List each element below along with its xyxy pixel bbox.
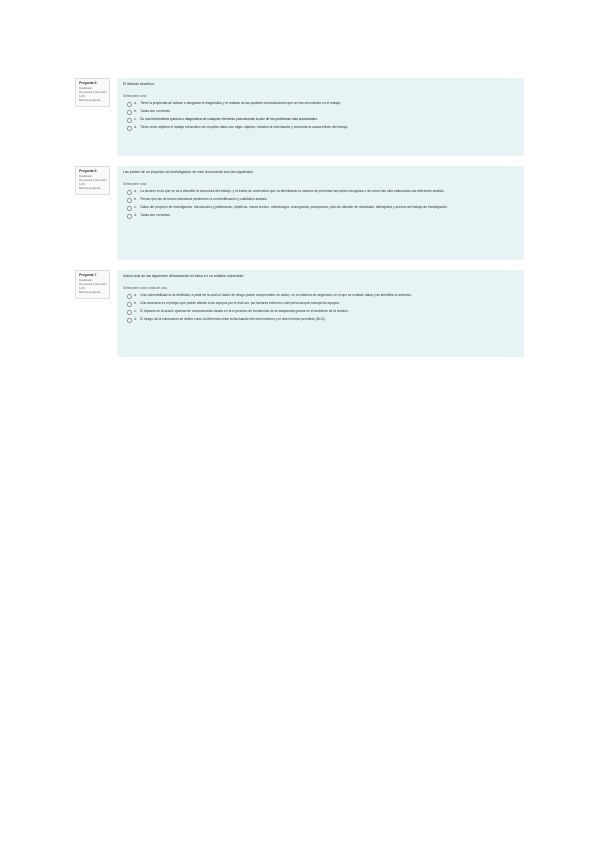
answer-letter: c. — [134, 204, 137, 209]
question-number: Pregunta 5 — [79, 81, 97, 85]
answer-letter: d. — [134, 213, 137, 218]
answer-option[interactable] — [127, 300, 518, 308]
radio-button[interactable] — [127, 198, 132, 203]
answer-letter: a. — [134, 100, 137, 105]
answer-letter: a. — [134, 292, 137, 297]
answer-option[interactable] — [127, 116, 518, 124]
question-info — [75, 270, 110, 299]
answer-option[interactable] — [127, 316, 518, 324]
answer-letter: d. — [134, 317, 137, 322]
answer-option[interactable] — [127, 124, 518, 132]
question-status: Finalizado — [79, 85, 93, 90]
answer-letter: a. — [134, 188, 137, 193]
radio-button[interactable] — [127, 110, 132, 115]
answer-text: Todas son correctas. — [140, 213, 171, 218]
question-status: Finalizado — [79, 173, 93, 178]
answer-letter: c. — [134, 308, 137, 313]
checkbox[interactable] — [127, 302, 132, 307]
answer-text: El impacto es la acción química de contaminación dando en la el proceso de incidencias de la maquinaria graves en el ambiente de la reunión. — [140, 308, 349, 313]
question-text: Indica cuál de las siguientes afirmaciones es falsa en un análisis vulnerable: — [123, 274, 245, 278]
answer-option[interactable] — [127, 196, 518, 204]
answer-prompt: Seleccione una: — [123, 182, 147, 186]
question-info — [75, 78, 110, 107]
question-content — [117, 270, 524, 357]
answer-text: Todas son correctas. — [140, 108, 171, 113]
answer-letter: b. — [134, 196, 137, 201]
question-number: Pregunta 6 — [79, 169, 97, 173]
question-text: El Método Analítico: — [123, 82, 155, 86]
question-number: Pregunta 7 — [79, 273, 97, 277]
answer-text: Una vulnerabilidad es la debilidad, a partir de la cual un factor de riesgo puede comprometer un activo, en un sistema de seguridad, en el que se evalúan datos y se identifica el deterioro. — [140, 292, 413, 297]
answer-option[interactable] — [127, 188, 518, 196]
answer-text: El riesgo de la vulneración se define como la diferencia entre la fluctuación del nivel máximo y el nivel mínimo permitido (NUV). — [140, 317, 326, 322]
radio-button[interactable] — [127, 206, 132, 211]
checkbox[interactable] — [127, 318, 132, 323]
answer-option[interactable] — [127, 308, 518, 316]
radio-button[interactable] — [127, 102, 132, 107]
question-content — [117, 166, 524, 260]
question-content — [117, 78, 524, 156]
answer-text: Pienso que las de forma estructural pertenecen a su identificación y cualitativo análisis. — [140, 196, 268, 201]
question-status: Finalizado — [79, 277, 93, 282]
answer-text: Tiene como objetivo el trabajo exhaustivo de recopilar datos con algún objetivo, estudiar la información y encontrar la causa-efecto del trabajo. — [140, 125, 349, 130]
radio-button[interactable] — [127, 190, 132, 195]
answer-text: Es una herramienta química o diagnóstica de cualquier elemento para abordar la raíz de los problemas más sustanciales. — [140, 116, 318, 121]
flag-question-link[interactable]: Marcar pregunta — [79, 290, 101, 295]
question-score: Se puntúa 1,00 sobre 1,00 — [79, 89, 107, 99]
answer-option[interactable] — [127, 204, 518, 212]
answer-option[interactable] — [127, 212, 518, 220]
answer-text: Datos del proyecto de investigación, introducción y justificación, objetivos, marco teórico, metodología, cronograma, presupuesto, plan de difusión de resultados, bibliografía y anexos del trabajo de investigación. — [140, 204, 448, 209]
answer-text: La sección en la que se va a describir la estructura del trabajo, y el índice de contenidos que va delimitando la manera de presentar las partes escogidas o de cómo han sido elaborados sus diferentes análisis. — [140, 188, 445, 193]
answer-letter: c. — [134, 116, 137, 121]
answer-option[interactable] — [127, 100, 518, 108]
radio-button[interactable] — [127, 126, 132, 131]
answer-option[interactable] — [127, 108, 518, 116]
answer-text: Una amenaza es el peligro que puede afectar a los equipos por el mal uso, por factores externos o del personal que maneja los equipos. — [140, 300, 340, 305]
answer-prompt: Seleccione una: — [123, 94, 147, 98]
question-score: Se puntúa 1,00 sobre 1,00 — [79, 281, 107, 291]
question-info — [75, 166, 110, 195]
answer-text: Tiene la propiedad de aclarar o desglosar el diagnóstico y el análisis de las posibles contradicciones que se han encontrado en el trabajo. — [140, 100, 342, 105]
answer-prompt: Seleccione una o más de una: — [123, 286, 168, 290]
question-score: Se puntúa 1,00 sobre 1,00 — [79, 177, 107, 187]
answer-letter: d. — [134, 125, 137, 130]
flag-question-link[interactable]: Marcar pregunta — [79, 186, 101, 191]
question-text: Las partes de un proyecto de investigación de este documento son las siguientes: — [123, 170, 254, 174]
answer-letter: b. — [134, 300, 137, 305]
radio-button[interactable] — [127, 118, 132, 123]
answer-option[interactable] — [127, 292, 518, 300]
answer-letter: b. — [134, 108, 137, 113]
checkbox[interactable] — [127, 310, 132, 315]
checkbox[interactable] — [127, 294, 132, 299]
radio-button[interactable] — [127, 214, 132, 219]
flag-question-link[interactable]: Marcar pregunta — [79, 98, 101, 103]
